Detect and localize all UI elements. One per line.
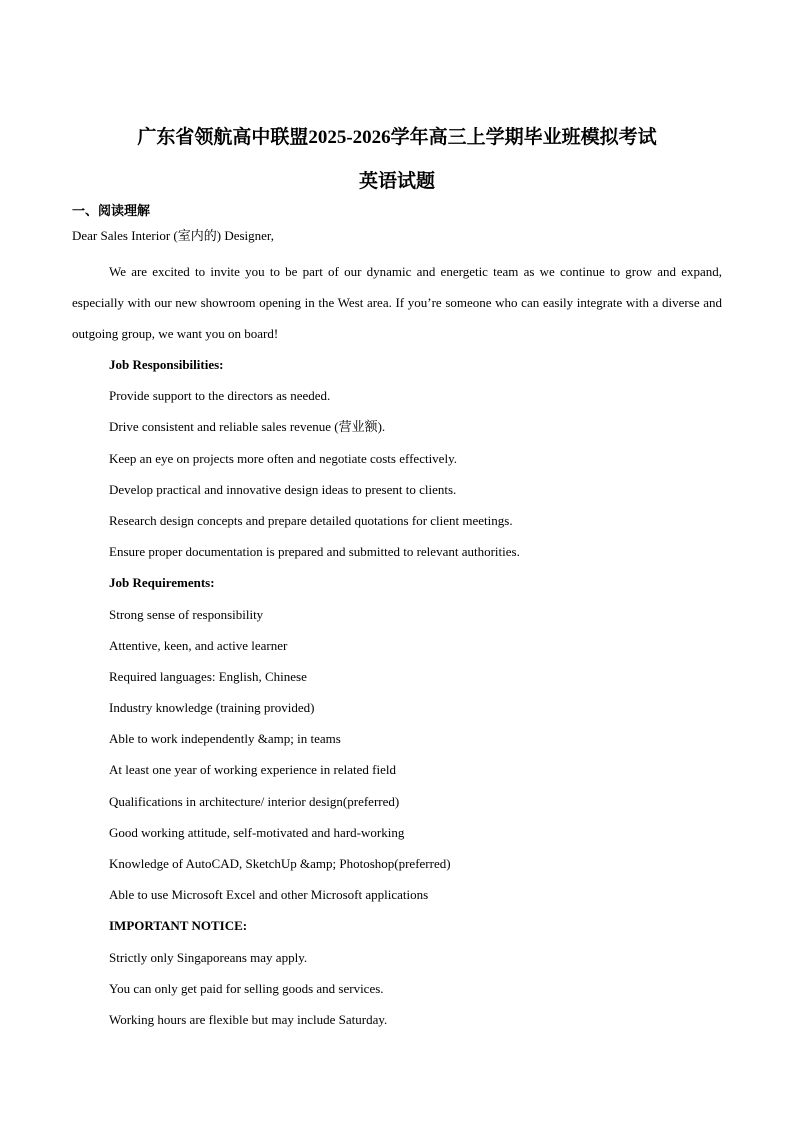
requirement-item: Strong sense of responsibility <box>109 606 264 622</box>
responsibility-item: Keep an eye on projects more often and negotiate costs effectively. <box>109 450 457 466</box>
responsibility-item: Drive consistent and reliable sales revenue (营业额). <box>109 419 386 435</box>
requirement-item: Knowledge of AutoCAD, SketchUp &amp; Photoshop(preferred) <box>109 856 451 871</box>
responsibility-item: Research design concepts and prepare detailed quotations for client meetings. <box>109 512 513 528</box>
notice-heading: IMPORTANT NOTICE: <box>109 918 248 934</box>
job-ad-list <box>109 349 520 1035</box>
requirements-heading: Job Requirements: <box>109 575 215 591</box>
notice-item: Strictly only Singaporeans may apply. <box>109 949 308 965</box>
responsibility-item: Develop practical and innovative design ideas to present to clients. <box>109 481 457 497</box>
letter-salutation: Dear Sales Interior (室内的) Designer, <box>72 228 274 243</box>
notice-item: You can only get paid for selling goods and services. <box>109 980 384 996</box>
requirement-item: Qualifications in architecture/ interior design(preferred) <box>109 793 400 809</box>
exam-title: 广东省领航高中联盟2025-2026学年高三上学期毕业班模拟考试 <box>137 127 657 148</box>
requirement-item: Good working attitude, self-motivated and hard-working <box>109 824 405 840</box>
requirement-item: Industry knowledge (training provided) <box>109 700 315 716</box>
requirement-item: Able to use Microsoft Excel and other Microsoft applications <box>109 887 429 903</box>
responsibility-item: Ensure proper documentation is prepared and submitted to relevant authorities. <box>109 544 520 560</box>
exam-subtitle: 英语试题 <box>358 171 435 192</box>
responsibility-item: Provide support to the directors as needed. <box>109 388 331 404</box>
intro-paragraph: We are excited to invite you to be part of our dynamic and energetic team as we continue to grow and expand, especially with our new showroom opening in the West area. If you’re someone who can easily integrate with a diverse and outgoing group, we want you on board! <box>72 264 722 341</box>
requirement-item: Required languages: English, Chinese <box>109 668 307 684</box>
notice-item: Working hours are flexible but may include Saturday. <box>109 1011 388 1027</box>
requirement-item: Able to work independently &amp; in teams <box>109 731 341 747</box>
requirement-item: At least one year of working experience in related field <box>109 762 396 778</box>
responsibilities-heading: Job Responsibilities: <box>109 357 224 372</box>
requirement-item: Attentive, keen, and active learner <box>109 637 288 653</box>
section-heading: 一、阅读理解 <box>72 203 151 218</box>
